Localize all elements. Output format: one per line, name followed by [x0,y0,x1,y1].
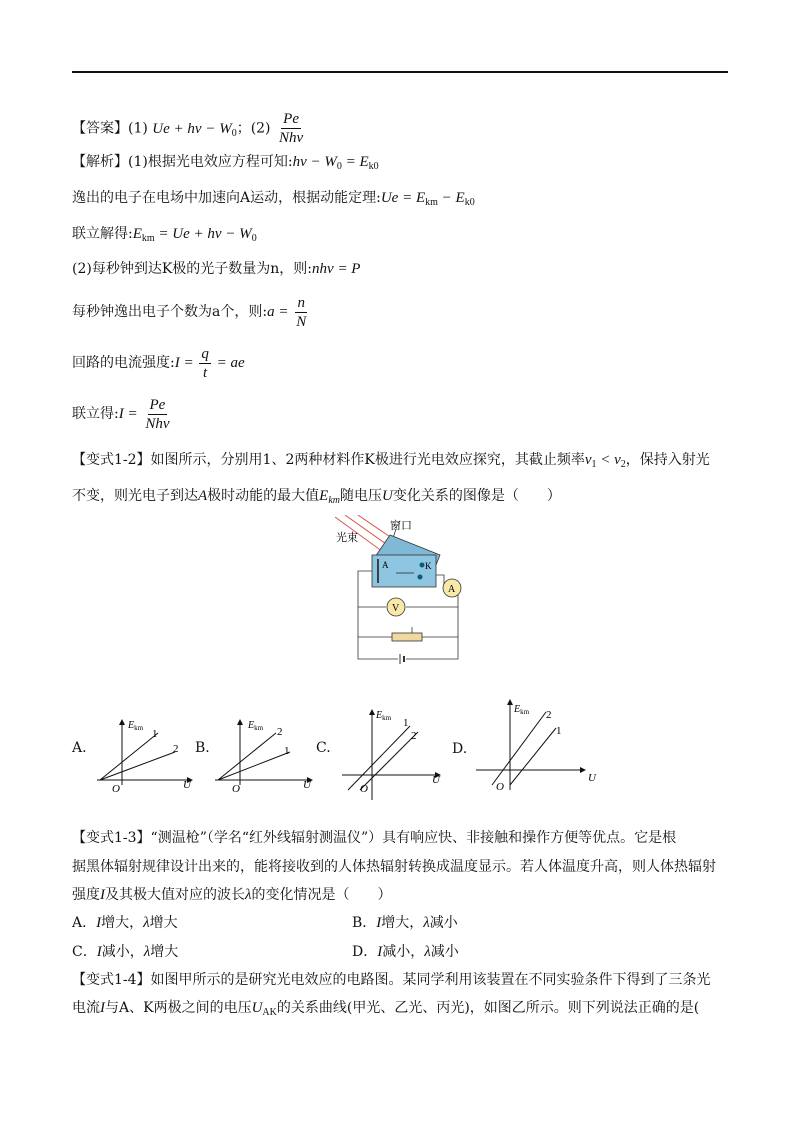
q12-l2U: U [382,488,393,504]
opt-t1: 减小， [101,944,144,960]
Ekm: E [319,488,329,504]
q12-nu-compare [585,452,626,468]
analysis-line1 [72,152,379,177]
answer-expr1 [152,121,236,137]
l3a: E [132,226,142,242]
graph-option-label[interactable]: B. [195,740,210,756]
opt-lam: λ [143,915,150,931]
q13-lambda: λ [245,887,252,903]
analysis-line1-text: (1)根据光电效应方程可知: [128,154,293,170]
l7-num: Pe [149,396,166,413]
nu1: ν [584,452,592,468]
analysis-line4-expr: nhν = P [312,261,361,277]
series-label-top: 1 [152,728,158,740]
opt-t2: 减小 [430,944,459,960]
answer-part1: (1) [128,120,148,137]
beam-label: 光束 [336,532,358,544]
x-axis-label: U [303,779,311,791]
analysis-line4-text: (2)每秒钟到达K极的光子数量为n，则: [72,261,313,277]
l1b: = E [341,154,369,170]
answer-expr1-sub: 0 [231,127,237,139]
analysis-line7 [72,394,174,434]
q13-option-d[interactable] [352,942,459,962]
q12-Ekm [319,488,340,504]
analysis-line5-frac [294,294,308,331]
series-line-top [218,733,276,780]
opt-t1: 减小， [382,944,425,960]
analysis-line2-expr [381,190,475,206]
l2a: Ue = E [380,190,426,206]
analysis-line7-frac [143,396,171,433]
q14-U: U [251,1000,263,1016]
analysis-line5 [72,292,310,332]
x-axis-label: U [432,774,440,786]
graph-option-label[interactable]: C. [316,740,331,756]
analysis-line3-expr [133,226,257,242]
analysis-line6-text: 回路的电流强度: [72,355,175,371]
answer-line [72,110,307,147]
series-line-top [348,726,410,790]
origin-label: O [232,783,240,795]
window-label: 窗口 [390,520,412,532]
y-axis-label: $E_{km}$ [514,704,530,716]
q14-l2c: 的关系曲线(甲光、乙光、丙光)，如图乙所示。则下列说法正确的是( [276,1000,700,1016]
q13-line3 [72,885,392,905]
q13-option-c[interactable] [72,942,178,962]
analysis-line2-text: 逸出的电子在电场中加速向A运动，根据动能定理: [72,190,381,206]
q13-option-b[interactable] [352,913,458,933]
l1b-sub: k0 [368,161,379,172]
q13-label: 【变式1-3】 [72,830,151,846]
l2b-sub: k0 [464,197,475,208]
answer-expr2 [277,110,305,147]
electron [418,575,423,580]
y-axis-label: $E_{km}$ [128,720,144,732]
answer-expr1-text: Ue + hν − W [152,120,232,137]
analysis-line7-lhs: I = [118,406,142,422]
series-label-bottom: 1 [556,725,562,737]
series-line-bottom [218,752,290,780]
analysis-line6-frac [199,345,211,382]
graph-4[interactable] [450,695,617,807]
opt-lam: λ [143,944,151,960]
q13-l3b: 及其极大值对应的波长 [105,887,245,903]
plate-A-label: A [382,560,389,570]
l1a-sub: 0 [336,161,342,172]
l3b-sub: 0 [251,233,257,244]
q12-text-b: ，保持入射光 [625,452,710,468]
graph-option-label[interactable]: A. [72,740,87,756]
q12-text-a: 如图所示，分别用1、2两种材料作K极进行光电效应探究，其截止频率 [150,452,585,468]
l2a-sub: km [425,197,438,208]
voltmeter-label: V [392,603,400,614]
x-axis-label: U [588,772,596,784]
opt-lam: λ [424,944,431,960]
nu2: ν [614,452,621,468]
q14-UAK [252,1000,277,1016]
opt-t1: 增大， [101,915,144,931]
q13-option-a[interactable] [72,913,178,933]
series-label-bottom: 2 [411,730,417,742]
q14-label: 【变式1-4】 [72,972,151,988]
q14-l2b: 与A、K两极之间的电压 [105,1000,252,1016]
q12-l2d: 变化关系的图像是（ ） [392,488,561,504]
l6-num: q [201,345,209,362]
lt: < [596,452,615,468]
graph-option-label[interactable]: D. [452,741,468,757]
q12-l2b: 极时动能的最大值 [207,488,320,504]
graph-1[interactable] [72,715,206,805]
l5-den: N [296,313,307,330]
opt-I: I [96,944,102,960]
analysis-line7-text: 联立得: [72,406,119,422]
opt-key: C． [72,944,97,960]
analysis-label: 【解析】 [72,154,128,170]
origin-label: O [360,783,368,795]
origin-label: O [112,783,120,795]
analysis-line6-rhs: = ae [212,355,245,371]
q14-I: I [100,1000,105,1016]
opt-t2: 减小 [429,915,458,931]
origin-label: O [496,781,504,793]
q13-I: I [100,887,105,903]
q13-line2 [72,857,716,877]
y-axis-label-sub: km [254,724,264,732]
q12-line1 [72,450,710,475]
analysis-line6 [72,343,245,383]
circuit-diagram [330,515,480,665]
q12-l2c: 随电压 [340,488,383,504]
Ekm-sub: km [328,495,341,506]
opt-key: D． [352,944,378,960]
l7-den: Nhν [145,415,170,432]
opt-lam: λ [423,915,430,931]
l6-den: t [203,364,208,381]
series-label-top: 2 [546,709,552,721]
series-line-bottom [360,732,418,790]
answer-part2: (2) [250,120,271,137]
q14-line1 [72,970,711,990]
q13-line1-text: “测温枪”（学名“红外线辐射测温仪”）具有响应快、非接触和操作方便等优点。它是根 [150,830,677,846]
analysis-line4 [72,259,360,279]
y-axis-label-sub: km [520,708,530,716]
q13-line1 [72,828,676,848]
analysis-line3-text: 联立解得: [72,226,133,242]
electron [420,563,425,568]
ammeter-label: A [448,584,456,595]
y-axis-label-sub: km [134,724,144,732]
series-label-top: 1 [403,717,409,729]
l2b: − E [437,190,465,206]
q12-line2 [72,486,561,511]
opt-t2: 增大 [150,944,179,960]
answer-expr2-num: Pe [283,111,299,127]
q13-l3c: 的变化情况是（ ） [251,887,392,903]
answer-expr2-den: Nhν [278,130,304,146]
l5-num: n [297,294,305,311]
analysis-line5-lhs: a = [267,304,293,320]
y-axis-label: $E_{km}$ [248,720,264,732]
answer-sep: ； [236,120,251,137]
plate-K-label: K [425,561,432,571]
opt-key: B． [352,915,377,931]
graph-3[interactable] [315,705,457,805]
nu2-sub: 2 [620,459,626,470]
l3a-sub: km [141,233,155,244]
q14-l2a: 电流 [72,1000,100,1016]
analysis-line6-lhs: I = [174,355,198,371]
opt-I: I [96,915,102,931]
analysis-line2 [72,188,475,213]
analysis-line5-text: 每秒钟逸出电子个数为a个，则: [72,304,268,320]
series-line-bottom [100,752,175,780]
series-line-top [100,733,158,780]
series-label-bottom: 2 [173,743,179,755]
q13-line2-text: 据黑体辐射规律设计出来的，能将接收到的人体热辐射转换成温度显示。若人体温度升高，则人体热辐射 [72,859,716,875]
q14-line2 [72,998,699,1023]
l3b: = Ue + hν − W [154,226,252,242]
q12-label: 【变式1-2】 [72,452,151,468]
opt-t2: 增大 [149,915,178,931]
answer-label: 【答案】 [72,120,128,137]
header-rule [72,71,728,73]
rheostat [392,633,422,641]
series-label-top: 2 [277,726,283,738]
series-line-bottom [510,728,556,785]
y-axis-label-sub: km [382,714,392,722]
graph-2[interactable] [195,715,332,805]
opt-I: I [376,915,382,931]
l1a: hν − W [292,154,337,170]
q12-l2A: A [198,488,208,504]
opt-t1: 增大， [381,915,424,931]
opt-I: I [377,944,383,960]
y-axis-label: $E_{km}$ [376,710,392,722]
opt-key: A． [72,915,97,931]
q14-line1-text: 如图甲所示的是研究光电效应的电路图。某同学利用该装置在不同实验条件下得到了三条光 [150,972,711,988]
nu1-sub: 1 [591,459,597,470]
q13-l3a: 强度 [72,887,100,903]
series-label-bottom: 1 [284,745,290,757]
q14-U-sub: AK [262,1007,277,1018]
analysis-line1-expr [293,154,379,170]
x-axis-label: U [183,779,191,791]
analysis-line3 [72,224,257,249]
q12-l2a: 不变，则光电子到达 [72,488,198,504]
